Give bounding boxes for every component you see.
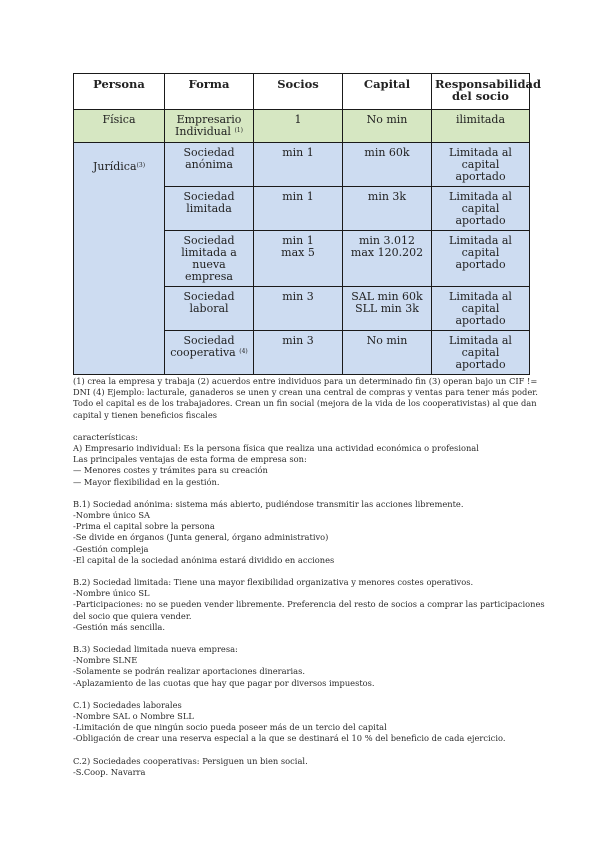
text-line: -Se divide en órganos (Junta general, órgano administrativo)	[73, 532, 329, 543]
cell-forma: Sociedad anónima	[165, 143, 254, 187]
header-capital: Capital	[343, 74, 432, 110]
text-line: -Limitación de que ningún socio pueda poseer más de un tercio del capital	[73, 722, 387, 733]
cell-forma: Sociedad limitada	[165, 187, 254, 231]
cell-forma-fisica	[165, 110, 254, 143]
header-persona: Persona	[74, 74, 165, 110]
cell-resp: Limitada al capital aportado	[432, 187, 530, 231]
cell-capital-fisica: No min	[343, 110, 432, 143]
cell-capital: No min	[343, 331, 432, 375]
table-header-row	[74, 74, 530, 110]
section-sociedad-anonima	[73, 499, 529, 566]
header-forma: Forma	[165, 74, 254, 110]
text-line: -Nombre único SL	[73, 588, 150, 599]
table-row	[74, 143, 530, 187]
text-line: -Nombre SLNE	[73, 655, 138, 666]
text-line: B.3) Sociedad limitada nueva empresa:	[73, 644, 238, 655]
cell-forma: Sociedad limitada a nueva empresa	[165, 231, 254, 287]
text-line: -Participaciones: no se pueden vender libremente. Preferencia del resto de socios a comprar las participaciones	[73, 599, 545, 610]
text-line: -Aplazamiento de las cuotas que hay que pagar por diversos impuestos.	[73, 677, 375, 688]
footnote-ref: (1)	[234, 127, 243, 134]
cell-capital: min 3.012 max 120.202	[343, 231, 432, 287]
cell-capital: min 60k	[343, 143, 432, 187]
text-line: — Menores costes y trámites para su creación	[73, 465, 268, 476]
company-types-table	[73, 73, 542, 375]
section-cooperativas	[73, 756, 529, 778]
cell-resp: Limitada al capital aportado	[432, 287, 530, 331]
cell-capital: min 3k	[343, 187, 432, 231]
text-line: -Gestión compleja	[73, 543, 149, 554]
section-sociedad-limitada	[73, 577, 545, 633]
cell-resp-fisica: ilimitada	[432, 110, 530, 143]
forma-label: Sociedad cooperativa	[170, 334, 236, 359]
table-row-fisica	[74, 110, 530, 143]
cell-socios: min 1	[254, 143, 343, 187]
footnote-line: Todo el capital es de los trabajadores. Crean un fin social (mejora de la vida de los cooperativistas) al que dan	[73, 398, 537, 409]
header-socios: Socios	[254, 74, 343, 110]
cell-socios-fisica: 1	[254, 110, 343, 143]
footnote-ref: (4)	[239, 348, 248, 355]
document-page	[73, 73, 545, 778]
footnote-line: DNI (4) Ejemplo: lacturale, ganaderos se unen y crean una central de compras y ventas para tener más poder.	[73, 387, 538, 398]
footnote-line: capital y tienen beneficios fiscales	[73, 409, 217, 420]
text-line: -Gestión más sencilla.	[73, 621, 165, 632]
section-nueva-empresa	[73, 644, 529, 689]
text-line: Las principales ventajas de esta forma de empresa son:	[73, 454, 307, 465]
text-line: C.1) Sociedades laborales	[73, 699, 182, 710]
cell-socios: min 3	[254, 331, 343, 375]
text-line: -El capital de la sociedad anónima estará dividido en acciones	[73, 554, 335, 565]
cell-persona-juridica	[74, 143, 165, 375]
text-line: del socio que quiera vender.	[73, 610, 192, 621]
cell-socios: min 1	[254, 187, 343, 231]
text-line: características:	[73, 431, 138, 442]
text-line: -Solamente se podrán realizar aportaciones dinerarias.	[73, 666, 305, 677]
text-line: A) Empresario individual: Es la persona física que realiza una actividad económica o profesional	[73, 443, 479, 454]
section-sociedades-laborales	[73, 700, 529, 745]
cell-capital: SAL min 60k SLL min 3k	[343, 287, 432, 331]
cell-persona-fisica: Física	[74, 110, 165, 143]
cell-socios: min 1 max 5	[254, 231, 343, 287]
text-line: -Nombre SAL o Nombre SLL	[73, 711, 194, 722]
text-line: -Prima el capital sobre la persona	[73, 521, 215, 532]
cell-forma	[165, 331, 254, 375]
cell-forma: Sociedad laboral	[165, 287, 254, 331]
text-line: B.1) Sociedad anónima: sistema más abierto, pudiéndose transmitir las acciones libremente.	[73, 498, 464, 509]
juridica-label: Jurídica	[92, 160, 137, 173]
footnotes	[73, 376, 538, 421]
cell-socios: min 3	[254, 287, 343, 331]
text-line: B.2) Sociedad limitada: Tiene una mayor flexibilidad organizativa y menores costes operativos.	[73, 577, 474, 588]
cell-resp: Limitada al capital aportado	[432, 231, 530, 287]
footnote-ref: (3)	[136, 162, 146, 169]
forma-label: Empresario Individual	[175, 113, 242, 138]
header-responsabilidad: Responsabilidad del socio	[432, 74, 530, 110]
text-line: — Mayor flexibilidad en la gestión.	[73, 476, 220, 487]
section-caracteristicas	[73, 432, 529, 488]
cell-resp: Limitada al capital aportado	[432, 143, 530, 187]
text-line: -Nombre único SA	[73, 510, 151, 521]
footnote-line: (1) crea la empresa y trabaja (2) acuerdos entre individuos para un determinado fin (3) operan bajo un CIF !=	[73, 376, 538, 386]
text-line: -Obligación de crear una reserva especial a la que se destinará el 10 % del beneficio de cada ejercicio.	[73, 733, 506, 744]
text-line: C.2) Sociedades cooperativas: Persiguen un bien social.	[73, 755, 308, 766]
text-line: -S.Coop. Navarra	[73, 766, 146, 777]
cell-resp: Limitada al capital aportado	[432, 331, 530, 375]
